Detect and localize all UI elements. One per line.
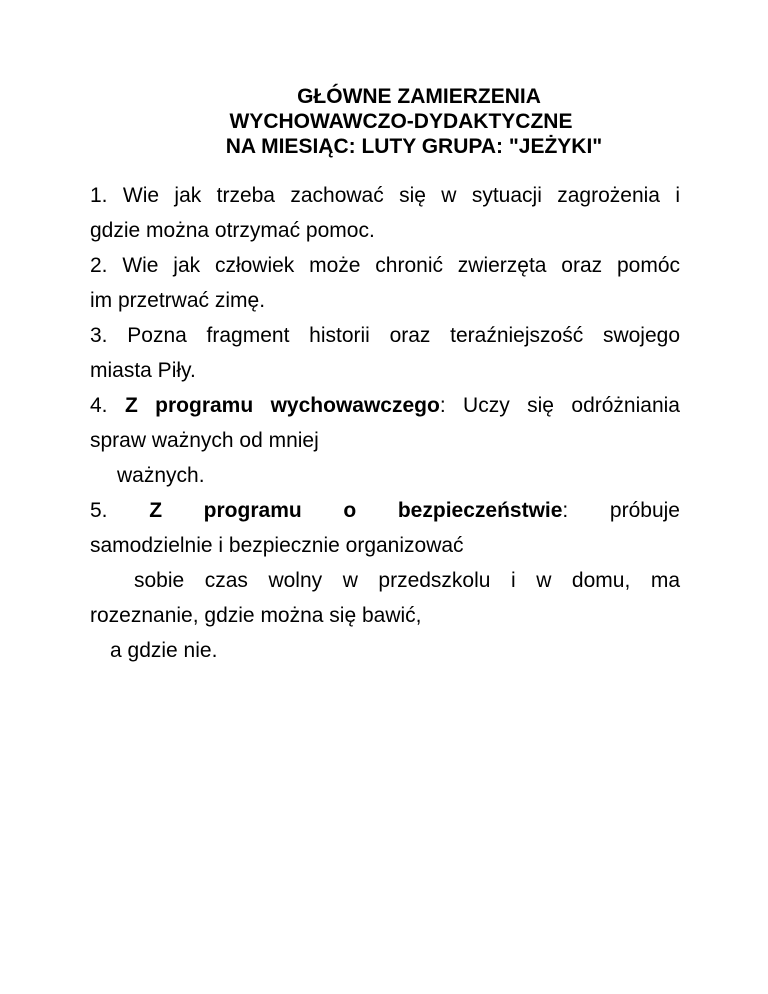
goal-item-5-line-5: a gdzie nie.: [110, 639, 218, 662]
document-title: [0, 84, 768, 159]
goal-item-4-text: : Uczy się odróżniania: [439, 394, 680, 417]
goal-item-5-line-2: samodzielnie i bezpiecznie organizować: [90, 534, 464, 557]
title-line-2: WYCHOWAWCZO-DYDAKTYCZNE: [229, 110, 573, 133]
goal-item-4-line-3: ważnych.: [117, 464, 205, 487]
title-line-1: GŁÓWNE ZAMIERZENIA: [297, 85, 541, 108]
goal-item-5-number: 5.: [90, 499, 108, 522]
goal-item-5: [90, 493, 680, 668]
goal-item-5-line-4: rozeznanie, gdzie można się bawić,: [90, 604, 422, 627]
goal-item-2: [90, 248, 680, 318]
goal-item-5-line-3: sobie czas wolny w przedszkolu i w domu, ma: [134, 569, 680, 592]
goal-item-2-line-2: im przetrwać zimę.: [90, 289, 266, 312]
goal-item-4-program-name: Z programu wychowawczego: [124, 394, 440, 417]
goals-list: [90, 178, 680, 668]
goal-item-4-line-2: spraw ważnych od mniej: [90, 429, 319, 452]
goal-item-5-text: : próbuje: [562, 499, 680, 522]
goal-item-1: [90, 178, 680, 248]
goal-item-5-line-1: [90, 493, 680, 528]
goal-item-1-line-2: gdzie można otrzymać pomoc.: [90, 219, 375, 242]
goal-item-4-number: 4.: [90, 394, 108, 417]
goal-item-3-line-1: 3. Pozna fragment historii oraz teraźniejszość swojego: [90, 324, 680, 347]
goal-item-3: [90, 318, 680, 388]
goal-item-3-line-2: miasta Piły.: [90, 359, 196, 382]
goal-item-2-line-1: 2. Wie jak człowiek może chronić zwierzęta oraz pomóc: [90, 254, 680, 277]
goal-item-4: [90, 388, 680, 493]
title-line-3: NA MIESIĄC: LUTY GRUPA: "JEŻYKI": [225, 135, 603, 158]
goal-item-1-line-1: 1. Wie jak trzeba zachować się w sytuacji zagrożenia i: [90, 184, 680, 207]
goal-item-4-line-1: [90, 388, 680, 423]
goal-item-5-program-name: Z programu o bezpieczeństwie: [149, 499, 563, 522]
